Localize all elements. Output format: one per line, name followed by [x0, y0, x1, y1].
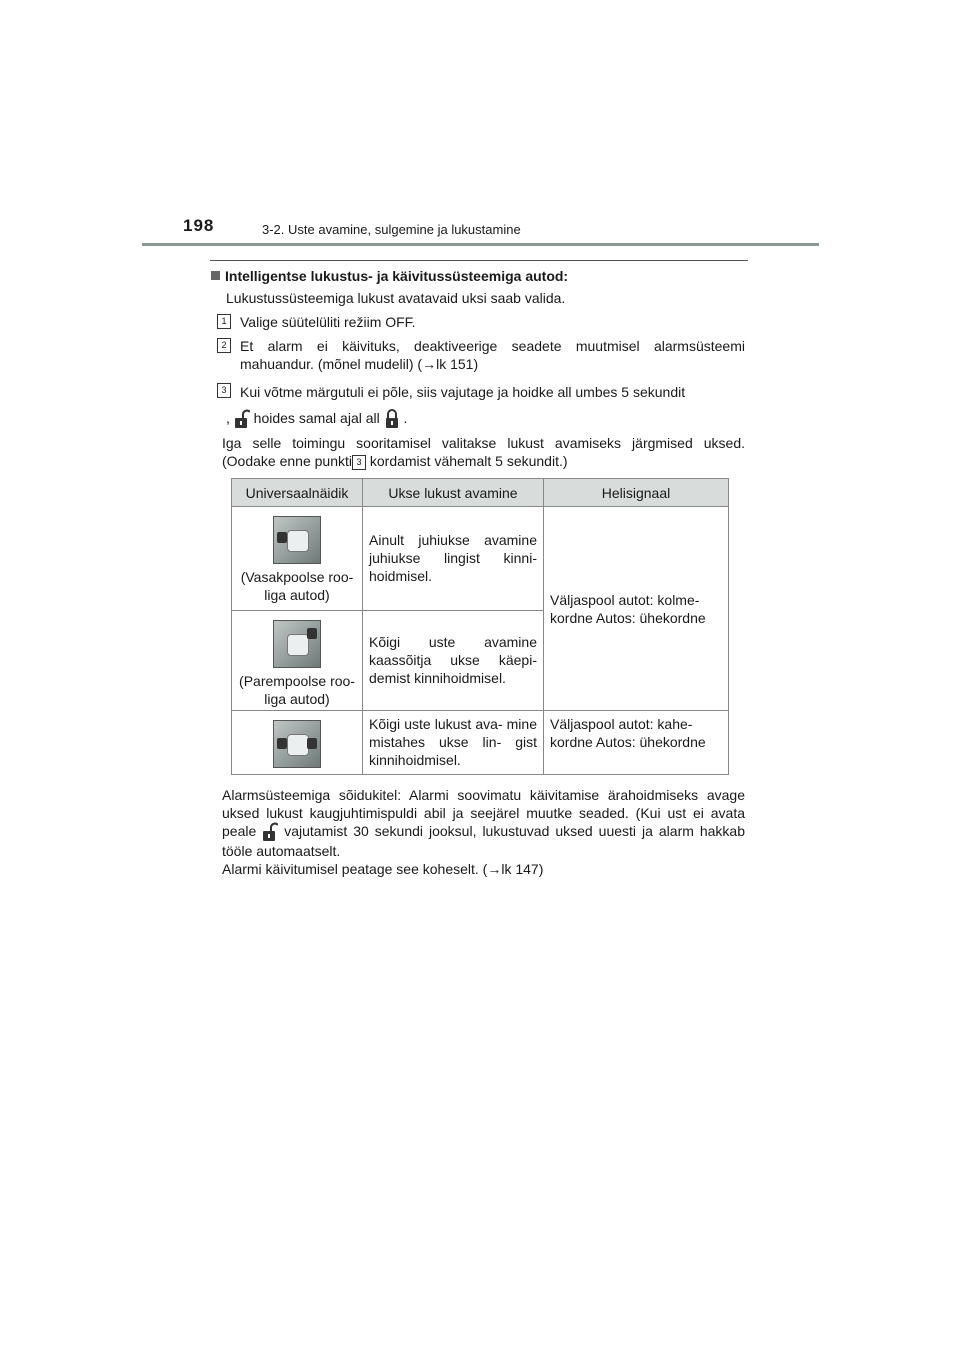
table-header-row	[232, 479, 729, 507]
step-number: 2	[217, 338, 231, 353]
step-text-continued: , hoides samal ajal all .	[226, 405, 746, 431]
alarm-note: Alarmsüsteemiga sõidukitel: Alarmi soovimatu käivitamise ärahoidmiseks avage uksed lukust kaugjuhtimispuldi abil ja seejärel muutke seaded. (Kui ust ei avata peale vajutamist 30 sekundi jooksul, lukustuvad uksed uuesti ja alarm hakkab tööle automaatselt. Alarmi käivitumisel peatage see koheselt. (→lk 147)	[222, 787, 746, 878]
signal-description: Väljaspool autot: kahe- kordne Autos: ühekordne	[544, 711, 729, 775]
step-number: 1	[217, 314, 231, 329]
selection-note: Iga selle toimingu sooritamisel valitakse lukust avamiseks järgmised uksed. (Oodake enne punkti 3 kordamist vähemalt 5 sekundit.)	[222, 435, 745, 469]
indicator-caption: (Vasakpoolse roo- liga autod)	[240, 569, 354, 603]
unlock-icon	[262, 822, 278, 842]
key-indicator-left-icon	[273, 516, 321, 564]
step-text: Valige süütelüliti režiim OFF.	[240, 314, 416, 330]
table-row	[232, 711, 729, 775]
table-row	[232, 507, 729, 611]
column-header: Universaalnäidik	[232, 479, 363, 507]
square-bullet-icon	[211, 271, 220, 280]
step-text: Et alarm ei käivituks, deaktiveerige seadete muutmisel alarmsüsteemi mahuandur. (mõnel mudelil) (→lk 151)	[240, 338, 745, 372]
header-rule	[142, 243, 819, 246]
unlock-modes-table	[231, 478, 729, 775]
key-indicator-both-icon	[273, 720, 321, 768]
indicator-cell	[232, 711, 363, 775]
signal-description: Väljaspool autot: kolme- kordne Autos: ühekordne	[544, 507, 729, 711]
indicator-caption: (Parempoolse roo- liga autod)	[239, 673, 355, 707]
unlock-description: Kõigi uste avamine kaassõitja ukse käepi- demist kinnihoidmisel.	[363, 611, 544, 711]
section-rule	[210, 260, 748, 261]
step-number: 3	[217, 383, 231, 398]
step-text: Kui võtme märgutuli ei põle, siis vajutage ja hoidke all umbes 5 sekundit	[240, 384, 686, 400]
column-header: Helisignaal	[544, 479, 729, 507]
unlock-description: Kõigi uste lukust ava- mine mistahes ukse lin- gist kinnihoidmisel.	[363, 711, 544, 775]
page-number: 198	[183, 216, 215, 235]
section-heading: Intelligentse lukustus- ja käivitussüsteemiga autod:	[211, 267, 568, 285]
section-title: 3-2. Uste avamine, sulgemine ja lukustamine	[262, 222, 521, 237]
lock-icon	[384, 409, 400, 429]
column-header: Ukse lukust avamine	[363, 479, 544, 507]
indicator-cell	[232, 507, 363, 611]
step-number: 3	[352, 455, 366, 470]
unlock-description: Ainult juhiukse avamine juhiukse lingist kinni- hoidmisel.	[363, 507, 544, 611]
indicator-cell	[232, 611, 363, 711]
unlock-icon	[234, 409, 250, 429]
section-intro: Lukustussüsteemiga lukust avatavaid uksi saab valida.	[226, 290, 566, 306]
key-indicator-right-icon	[273, 620, 321, 668]
